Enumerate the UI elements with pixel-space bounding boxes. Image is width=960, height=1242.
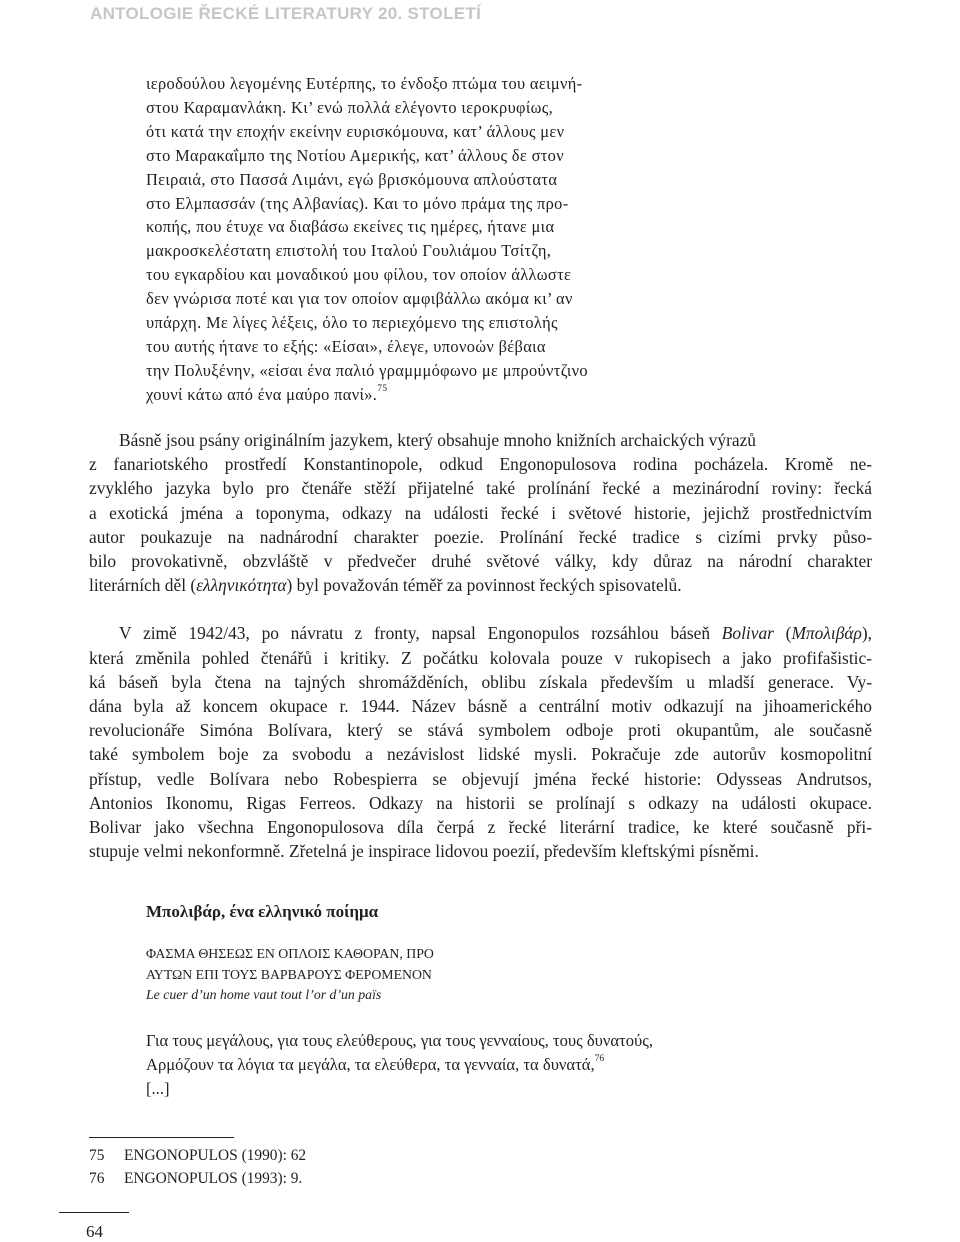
paragraph-line: přístup, vedle Bolívara nebo Robespierra se objevují jména řecké historie: Odysseas Andrutsos, [89, 768, 872, 789]
poem-epigraph [146, 944, 434, 1006]
running-header: ANTOLOGIE ŘECKÉ LITERATURY 20. STOLETÍ [90, 4, 482, 23]
greek-quote-block [146, 72, 670, 407]
page-number-divider [59, 1212, 129, 1213]
verse-text: Αρμόζουν τα λόγια τα μεγάλα, τα ελεύθερα, τα γενναία, τα δυνατά, [146, 1055, 595, 1074]
quote-line: μακροσκελέστατη επιστολή του Ιταλού Γουλιάμου Τσίτζη, [146, 241, 552, 261]
paragraph-line: také symbolem boje za svobodu a nezávislost lidské mysli. Pokračuje zde autorův kosmopolitní [89, 744, 872, 765]
footnote-number: 76 [89, 1170, 105, 1187]
quote-line [146, 383, 670, 407]
quote-line: την Πολυξένην, «είσαι ένα παλιό γραμμμόφωνο με μπρούντζινο [146, 360, 588, 380]
quote-last-text: χουνί κάτω από ένα μαύρο πανί». [146, 384, 378, 404]
quote-line: του αυτής ήτανε το εξής: «Είσαι», έλεγε, υπονοών βέβαια [146, 336, 546, 356]
paragraph-line: bilo provokativně, obzvláště v předvečer druhé světové války, kdy důraz na národní charakter [89, 551, 872, 572]
paragraph-1 [89, 428, 872, 597]
paragraph-line: Básně jsou psány originálním jazykem, který obsahuje mnoho knižních archaických výrazů [119, 430, 756, 450]
poem-name-greek: Μπολιβάρ [791, 623, 862, 644]
quote-line: ιεροδούλου λεγομένης Ευτέρπης, το ένδοξο πτώμα του αειμνή- [146, 74, 583, 93]
epigraph-line: ΑΥΤΩΝ ΕΠΙ ΤΟΥΣ ΒΑΡΒΑΡΟΥΣ ΦΕΡΟΜΕΝΟΝ [146, 966, 432, 982]
footnotes [89, 1144, 306, 1190]
paragraph-line: z fanariotského prostředí Konstantinopole, odkud Engonopulosova rodina pocházela. Kromě ne- [89, 454, 872, 475]
quote-line: ότι κατά την εποχήν εκείνην ευρισκόμουνα, κατ’ άλλους μεν [146, 121, 565, 141]
footnote-ref-75[interactable]: 75 [377, 384, 388, 395]
footnote-text: ENGONOPULOS (1993): 9. [124, 1170, 303, 1187]
footnote-divider [89, 1137, 234, 1138]
text-segment: ), [861, 623, 873, 644]
footnote-text: ENGONOPULOS (1990): 62 [124, 1147, 307, 1164]
quote-line: υπάρχη. Με λίγες λέξεις, όλο το περιεχόμενο της επιστολής [146, 313, 558, 333]
poem-title: Μπολιβάρ, ένα ελληνικό ποίημα [146, 902, 379, 921]
paragraph-line: stupuje velmi nekonformně. Zřetelná je inspirace lidovou poezií, především kleftskými písněmi. [89, 841, 759, 862]
text-segment: ) byl považován téměř za povinnost řeckých spisovatelů. [286, 575, 682, 596]
paragraph-line: ká báseň byla čtena na tajných shromážděních, oblibu získala především u mladší generace. Vy- [89, 671, 872, 692]
poem-name-latin: Bolivar [721, 623, 774, 644]
paragraph-line: autor poukazuje na nadnárodní charakter poezie. Prolínání řecké tradice s cizími prvky půso- [89, 526, 872, 547]
paragraph-line [89, 621, 872, 645]
paragraph-line [89, 573, 872, 597]
greek-term: ελληνικότητα [196, 575, 287, 596]
text-segment: literárních děl ( [89, 575, 197, 596]
epigraph-line: Le cuer d’un home vaut tout l’or d’un païs [146, 987, 382, 1002]
footnote-ref-76[interactable]: 76 [594, 1054, 605, 1065]
paragraph-line: která změnila pohled čtenářů i kritiky. Z počátku kolovala pouze v rukopisech a jako profifašistic- [89, 647, 872, 668]
quote-line: δεν γνώρισα ποτέ και για τον οποίον αμφιβάλλω ακόμα κι’ αν [146, 289, 573, 309]
verse-line [146, 1053, 653, 1077]
poem-verse [146, 1029, 653, 1101]
paragraph-2 [89, 621, 872, 863]
body-text [89, 428, 872, 863]
verse-line: Για τους μεγάλους, για τους ελεύθερους, για τους γενναίους, τους δυνατούς, [146, 1031, 653, 1050]
page-number: 64 [86, 1222, 103, 1241]
verse-line: [...] [146, 1079, 170, 1098]
paragraph-line: revolucionáře Simóna Bolívara, který se stává symbolem odboje proti okupantům, ale současně [89, 720, 872, 741]
footnote-item [89, 1167, 306, 1190]
quote-line: του εγκαρδίου και μοναδικού μου φίλου, τον οποίον άλλωστε [146, 265, 572, 285]
paragraph-line: dána byla až koncem okupace r. 1944. Název básně a centrální motiv odkazují na jihoamerického [89, 696, 872, 717]
epigraph-line: ΦΑΣΜΑ ΘΗΣΕΩΣ ΕΝ ΟΠΛΟΙΣ ΚΑΘΟΡΑΝ, ΠΡΟ [146, 946, 434, 961]
paragraph-line: Antonios Ikonomu, Rigas Ferreos. Odkazy na historii se prolínají s odkazy na události okupace. [89, 792, 872, 813]
paragraph-line: a exotická jména a toponyma, odkazy na události řecké i světové historie, jejichž prostřednictvím [89, 502, 872, 523]
quote-line: στο Μαρακαΐμπο της Νοτίου Αμερικής, κατ’ άλλους δε στον [146, 145, 564, 165]
paragraph-line: zvyklého jazyka bylo pro čtenáře stěží přijatelné také prolínání řecké a mezinárodní roviny: řecká [89, 478, 872, 499]
footnote-number: 75 [89, 1147, 105, 1164]
quote-line: Πειραιά, στο Πασσά Λιμάνι, εγώ βρισκόμουνα απλούστατα [146, 169, 558, 189]
footnote-item [89, 1144, 306, 1167]
text-segment: V zimě 1942/43, po návratu z fronty, napsal Engonopulos rozsáhlou báseň [119, 623, 722, 644]
quote-line: κοπής, που έτυχε να διαβάσω εκείνες τις ημέρες, ήτανε μια [146, 217, 555, 237]
text-segment: ( [773, 623, 792, 644]
quote-line: στου Καραμανλάκη. Κι’ ενώ πολλά ελέγοντο ιεροκρυφίως, [146, 97, 554, 117]
quote-line: στο Ελμπασσάν (της Αλβανίας). Και το μόνο πράμα της προ- [146, 193, 569, 213]
paragraph-line: Bolivar jako všechna Engonopulosova díla čerpá z řecké literární tradice, ke které současně při- [89, 817, 872, 838]
